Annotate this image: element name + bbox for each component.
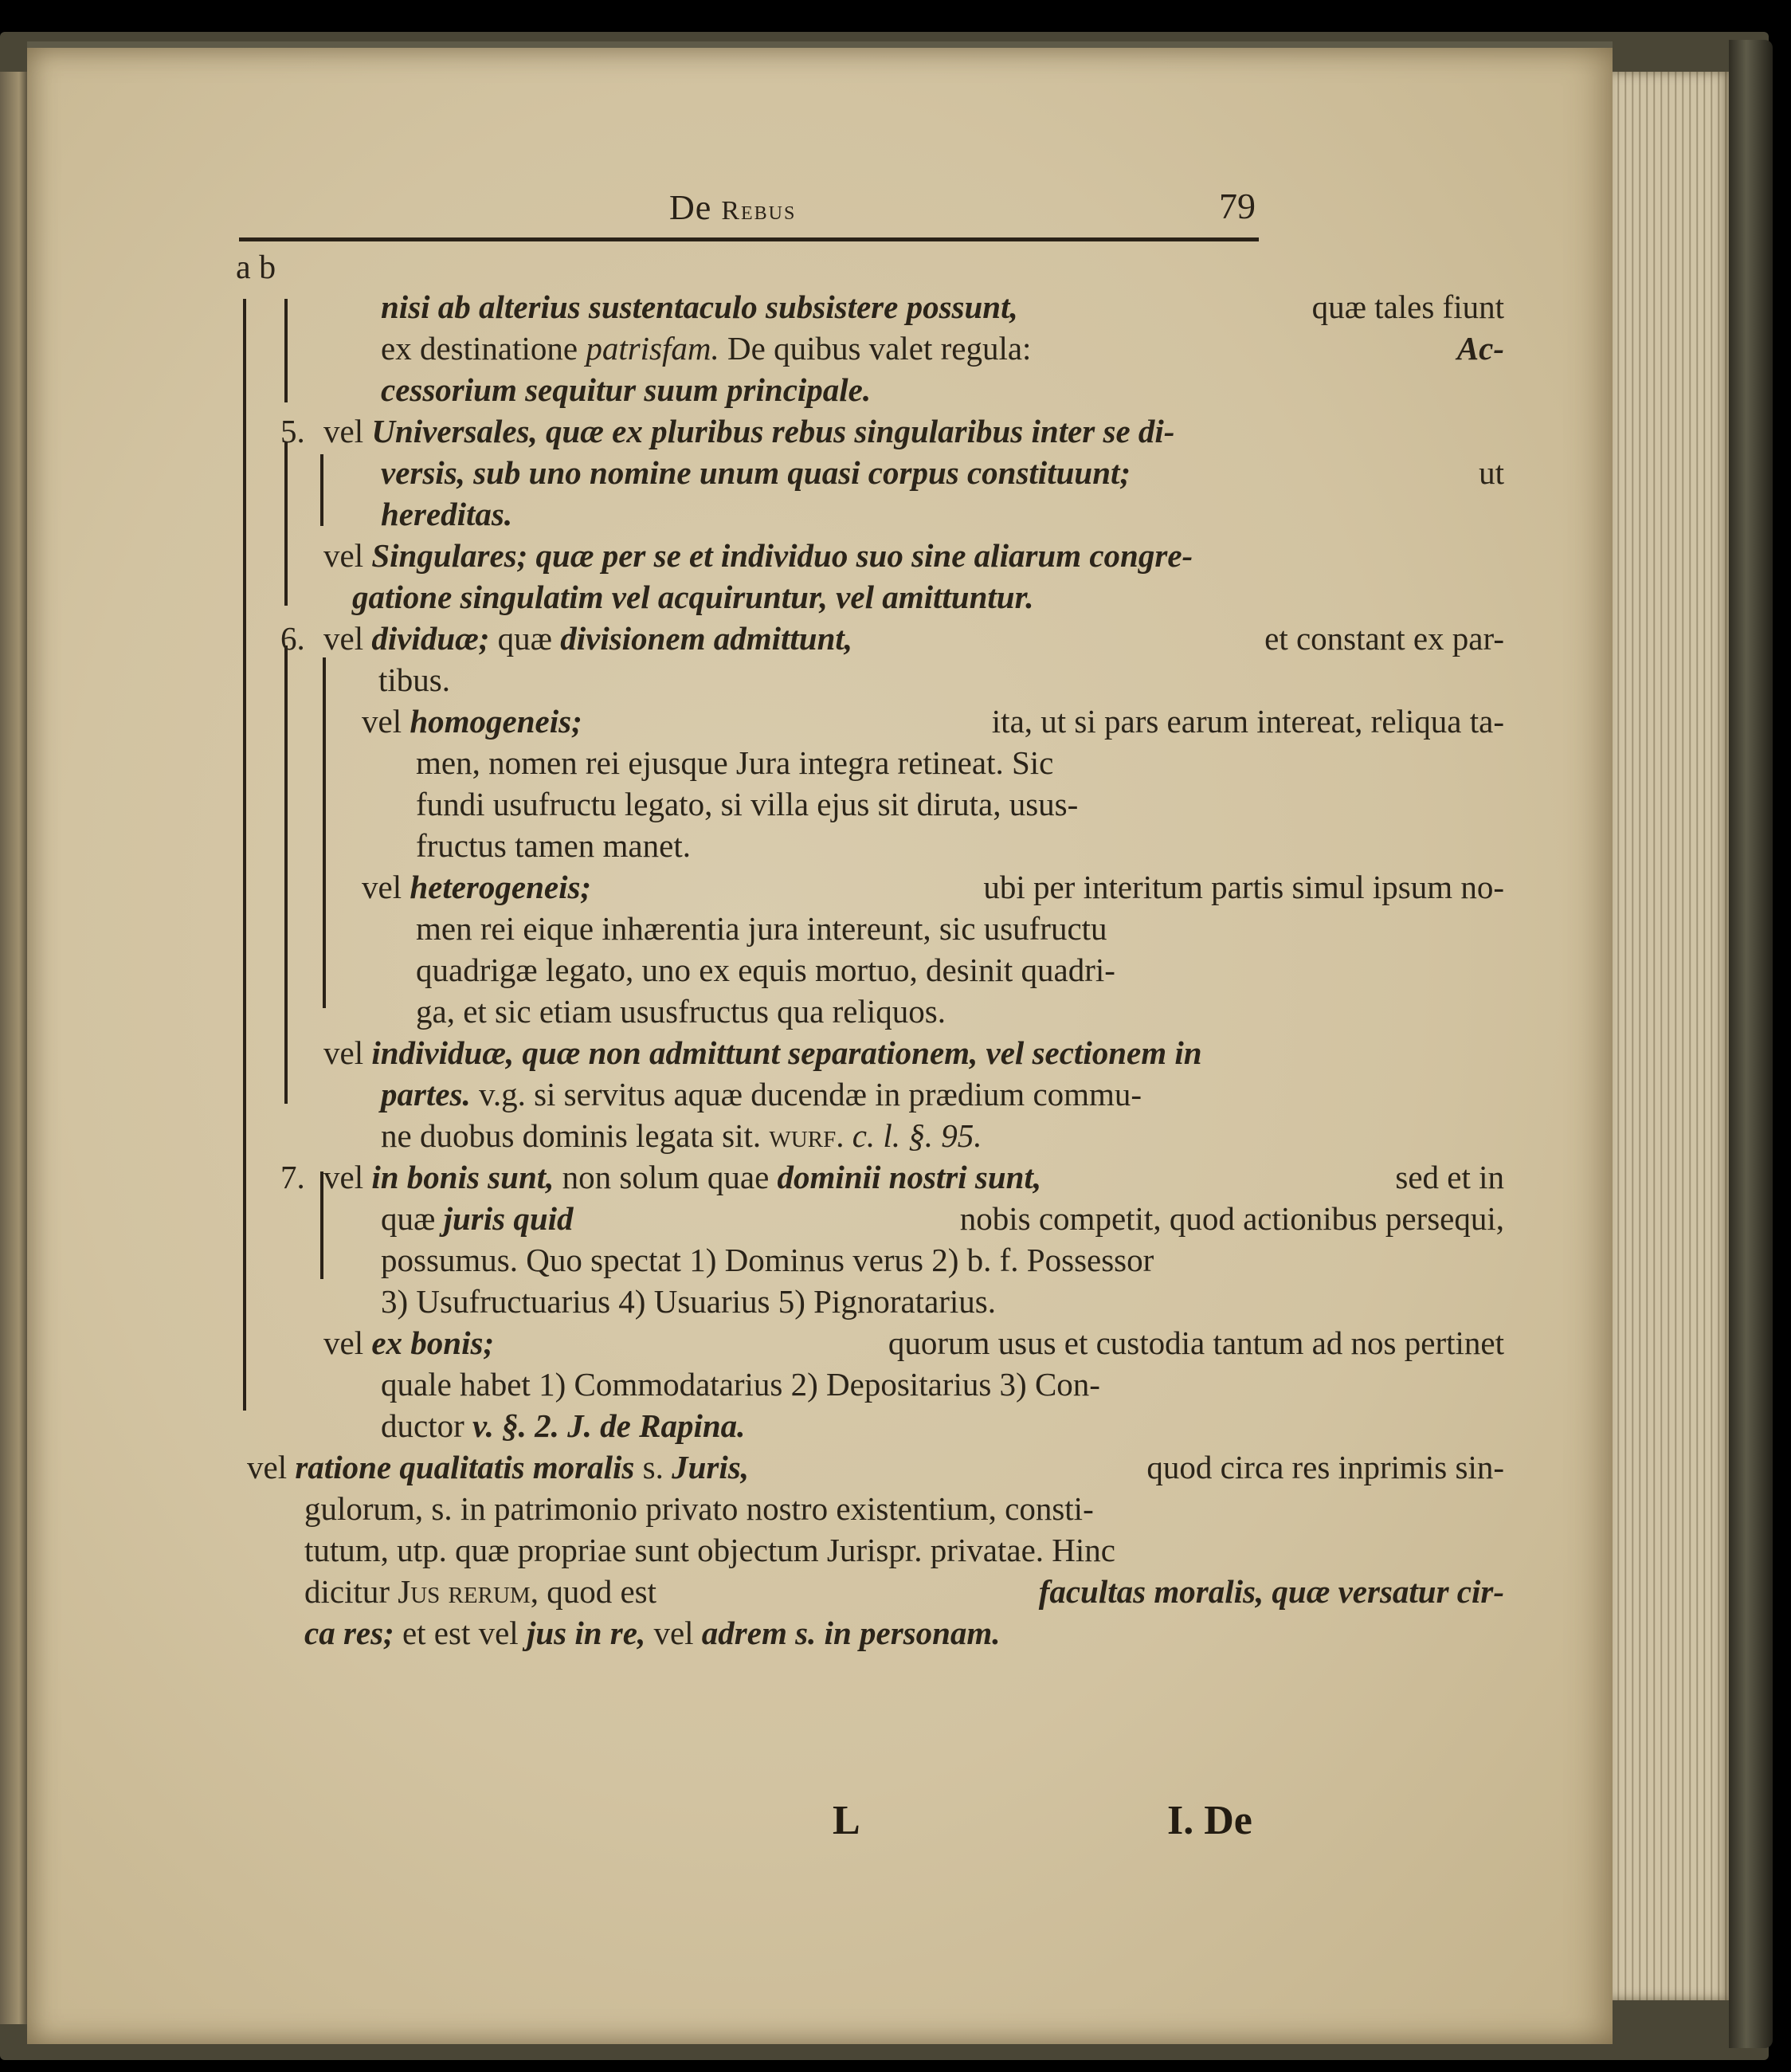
text-span: ca res;: [304, 1615, 394, 1651]
text-span: Singulares; quæ per se et individuo suo sine aliarum congre-: [371, 537, 1193, 574]
text-span: ductor: [381, 1407, 472, 1444]
text-line: fundi usufructu legato, si villa ejus sit diruta, usus-: [416, 786, 1079, 822]
page-number: 79: [1219, 186, 1256, 226]
text-span: et est vel: [394, 1615, 527, 1651]
text-span: facultas moralis, quæ versatur cir-: [1038, 1573, 1504, 1610]
text-span: in bonis sunt,: [371, 1159, 555, 1195]
text-span: divisionem admittunt,: [560, 620, 853, 657]
running-head: [669, 187, 796, 228]
text-line: [323, 1157, 1504, 1199]
text-span: dominii nostri sunt,: [777, 1159, 1042, 1195]
text-span: De quibus valet regula:: [719, 330, 1032, 367]
text-span: patrisfam.: [586, 330, 719, 367]
text-line: [381, 1406, 745, 1447]
text-span: s.: [634, 1449, 672, 1485]
text-span: vel: [323, 1159, 372, 1195]
text-line: [304, 1613, 1001, 1654]
text-span: ubi per interitum partis simul ipsum no-: [983, 869, 1504, 905]
text-span: homogeneis;: [410, 703, 582, 740]
text-line: [381, 328, 1504, 370]
text-span: adrem s. in personam.: [701, 1615, 1001, 1651]
text-span: , quod est: [530, 1573, 656, 1610]
item-number: 6.: [280, 620, 305, 657]
text-span: Jus rerum: [398, 1573, 531, 1610]
running-head-title: Rebus: [721, 196, 797, 226]
text-line: [381, 1199, 1504, 1240]
text-span: sed et in: [1395, 1159, 1504, 1195]
page-block-edges: [1613, 72, 1732, 2000]
running-head-prefix: De: [669, 188, 722, 227]
text-span: quorum usus et custodia tantum ad nos pertinet: [888, 1324, 1504, 1361]
text-line: fructus tamen manet.: [416, 827, 691, 864]
text-span: vel: [323, 413, 372, 449]
text-span: partes.: [381, 1076, 471, 1113]
text-span: quæ: [381, 1200, 444, 1237]
text-span: quod circa res inprimis sin-: [1146, 1449, 1504, 1485]
signature-mark: L: [833, 1798, 860, 1843]
text-span: quæ: [489, 620, 561, 657]
text-line: [304, 1572, 1504, 1613]
book-cover-edge: [1729, 40, 1773, 2048]
text-line: [323, 536, 1193, 577]
text-line: [381, 287, 1504, 328]
text-span: ratione qualitatis moralis: [295, 1449, 635, 1485]
text-span: Juris,: [672, 1449, 749, 1485]
text-line: [362, 701, 1504, 743]
bracket-bar-e: [323, 657, 326, 1008]
text-span: vel: [323, 1324, 372, 1361]
text-line: [381, 1116, 982, 1157]
text-line: [323, 411, 1504, 453]
bracket-bar-a: [284, 299, 288, 402]
text-line: 3) Usufructuarius 4) Usuarius 5) Pignoratarius.: [381, 1283, 997, 1320]
text-span: dicitur: [304, 1573, 398, 1610]
text-line: possumus. Quo spectat 1) Dominus verus 2) b. f. Possessor: [381, 1242, 1154, 1278]
text-line: [323, 1323, 1504, 1364]
text-span: nobis competit, quod actionibus persequi,: [959, 1200, 1504, 1237]
text-line: men, nomen rei ejusque Jura integra retineat. Sic: [416, 744, 1054, 781]
text-span: nisi ab alterius sustentaculo subsistere possunt,: [381, 288, 1018, 325]
text-line: ga, et sic etiam ususfructus qua reliquos.: [416, 993, 946, 1030]
bracket-bar-outer: [243, 299, 246, 1411]
text-span: dividuæ;: [371, 620, 490, 657]
text-line: quale habet 1) Commodatarius 2) Depositarius 3) Con-: [381, 1366, 1100, 1403]
header-rule: [239, 237, 1259, 241]
text-line: [381, 453, 1504, 494]
text-span: vel: [323, 1034, 372, 1071]
item-number: 5.: [280, 413, 305, 449]
text-line: hereditas.: [381, 496, 513, 532]
text-span: ex bonis;: [371, 1324, 495, 1361]
text-span: individuæ, quæ non admittunt separationem, vel sectionem in: [371, 1034, 1202, 1071]
text-span: vel: [362, 869, 410, 905]
text-span: vel: [247, 1449, 296, 1485]
text-span: v.g. si servitus aquæ ducendæ in prædium commu-: [470, 1076, 1142, 1113]
text-span: juris quid: [443, 1200, 574, 1237]
text-line: tutum, utp. quæ propriae sunt objectum Jurispr. privatae. Hinc: [304, 1532, 1115, 1568]
text-span: ne duobus dominis legata sit.: [381, 1117, 770, 1154]
text-line: [362, 867, 1504, 908]
text-line: tibus.: [378, 661, 450, 698]
text-line: [247, 1447, 1504, 1489]
bracket-bar-c: [320, 454, 323, 526]
catchword: I. De: [1167, 1798, 1252, 1843]
text-span: vel: [362, 703, 410, 740]
text-line: gatione singulatim vel acquiruntur, vel amittuntur.: [352, 579, 1034, 615]
text-line: [323, 618, 1504, 660]
text-span: ut: [1479, 454, 1504, 491]
text-span: ex destinatione: [381, 330, 586, 367]
text-span: ita, ut si pars earum intereat, reliqua ta-: [991, 703, 1504, 740]
facing-page-edge: [0, 72, 27, 2024]
text-span: quæ tales fiunt: [1311, 288, 1504, 325]
bracket-bar-b: [284, 442, 288, 606]
text-span: non solum quae: [554, 1159, 778, 1195]
text-span: heterogeneis;: [410, 869, 592, 905]
text-line: cessorium sequitur suum principale.: [381, 371, 872, 408]
text-line: quadrigæ legato, uno ex equis mortuo, desinit quadri-: [416, 952, 1115, 988]
outline-marker: a b: [236, 249, 276, 286]
item-number: 7.: [280, 1159, 305, 1195]
text-line: gulorum, s. in patrimonio privato nostro existentium, consti-: [304, 1490, 1094, 1527]
text-line: men rei eique inhærentia jura intereunt, sic usufructu: [416, 910, 1107, 947]
bracket-bar-d: [284, 646, 288, 1104]
text-span: versis, sub uno nomine unum quasi corpus constituunt;: [381, 454, 1131, 491]
text-span: vel: [323, 620, 372, 657]
text-span: wurf.: [769, 1117, 845, 1154]
text-span: Universales, quæ ex pluribus rebus singularibus inter se di-: [371, 413, 1175, 449]
text-span: Ac-: [1456, 330, 1504, 367]
text-span: c. l. §. 95.: [844, 1117, 982, 1154]
text-span: vel: [645, 1615, 702, 1651]
text-line: [381, 1074, 1142, 1116]
text-span: jus in re,: [526, 1615, 646, 1651]
text-span: et constant ex par-: [1264, 620, 1504, 657]
text-line: [323, 1033, 1202, 1074]
text-span: v. §. 2. J. de Rapina.: [472, 1407, 746, 1444]
text-span: vel: [323, 537, 372, 574]
